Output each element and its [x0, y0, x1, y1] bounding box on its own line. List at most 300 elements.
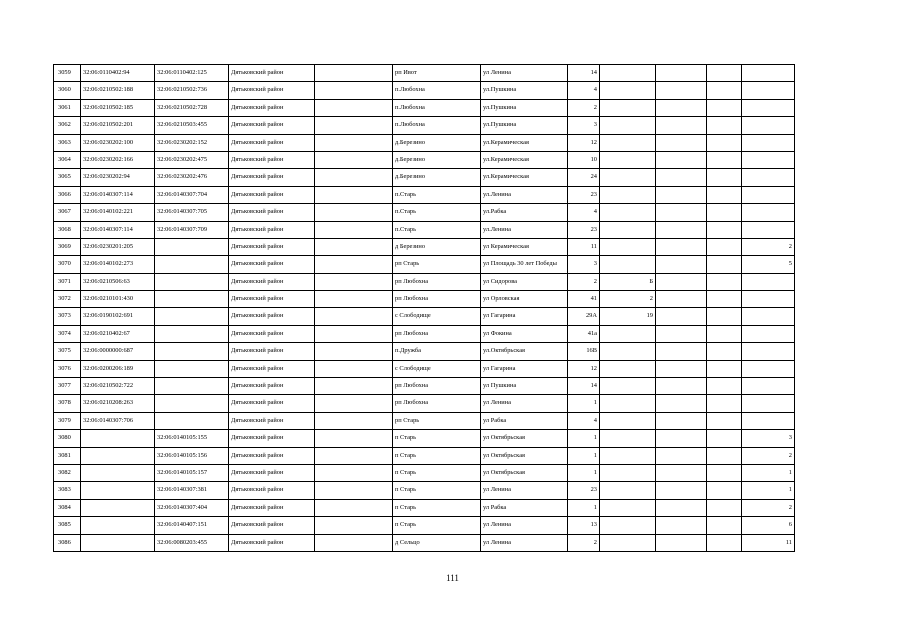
table-cell: 24: [568, 169, 600, 186]
table-cell: [707, 256, 742, 273]
table-cell: д Сельцо: [393, 534, 481, 551]
table-cell: Дятьковский район: [229, 204, 315, 221]
table-cell: [315, 256, 393, 273]
table-cell: [155, 291, 229, 308]
table-cell: [742, 186, 795, 203]
table-cell: Дятьковский район: [229, 82, 315, 99]
table-cell: [656, 464, 707, 481]
table-cell: [155, 343, 229, 360]
table-cell: 4: [568, 412, 600, 429]
table-cell: 32:06:0140307:706: [81, 412, 155, 429]
table-cell: 5: [742, 256, 795, 273]
table-cell: 4: [568, 204, 600, 221]
table-row: [54, 99, 795, 116]
table-cell: 3069: [54, 238, 81, 255]
table-cell: [707, 273, 742, 290]
table-cell: [600, 186, 656, 203]
table-cell: [155, 308, 229, 325]
table-cell: д.Березино: [393, 169, 481, 186]
table-cell: д.Березино: [393, 151, 481, 168]
table-cell: ул.Пушкина: [481, 117, 568, 134]
table-cell: 16В: [568, 343, 600, 360]
table-cell: 10: [568, 151, 600, 168]
table-cell: ул Октябрьская: [481, 430, 568, 447]
table-row: [54, 82, 795, 99]
table-cell: Дятьковский район: [229, 117, 315, 134]
table-cell: 3060: [54, 82, 81, 99]
table-cell: 23: [568, 221, 600, 238]
table-cell: [155, 378, 229, 395]
table-cell: ул.Рабка: [481, 204, 568, 221]
table-cell: ул Пушкина: [481, 378, 568, 395]
table-cell: рп Старь: [393, 412, 481, 429]
table-cell: [600, 464, 656, 481]
table-cell: [600, 517, 656, 534]
table-cell: п.Любохна: [393, 82, 481, 99]
table-cell: 32:06:0210502:185: [81, 99, 155, 116]
table-cell: [707, 99, 742, 116]
table-cell: [155, 273, 229, 290]
table-cell: 1: [568, 499, 600, 516]
table-cell: 32:06:0230202:152: [155, 134, 229, 151]
table-cell: [742, 151, 795, 168]
table-row: [54, 186, 795, 203]
table-row: [54, 204, 795, 221]
table-cell: [707, 343, 742, 360]
table-cell: [315, 134, 393, 151]
table-cell: [600, 204, 656, 221]
table-cell: [600, 534, 656, 551]
table-cell: Дятьковский район: [229, 65, 315, 82]
table-row: [54, 517, 795, 534]
table-cell: рп Старь: [393, 256, 481, 273]
table-cell: [81, 499, 155, 516]
table-cell: 2: [568, 273, 600, 290]
table-cell: [600, 412, 656, 429]
table-cell: 32:06:0140307:381: [155, 482, 229, 499]
table-cell: 2: [742, 447, 795, 464]
table-cell: [707, 291, 742, 308]
table-cell: 32:06:0210506:63: [81, 273, 155, 290]
table-cell: 41а: [568, 325, 600, 342]
table-cell: 32:06:0140105:156: [155, 447, 229, 464]
table-cell: 32:06:0140105:157: [155, 464, 229, 481]
table-cell: [315, 204, 393, 221]
table-row: [54, 447, 795, 464]
table-cell: 3083: [54, 482, 81, 499]
table-cell: [656, 134, 707, 151]
table-cell: 13: [568, 517, 600, 534]
table-cell: [600, 360, 656, 377]
table-cell: 32:06:0210208:263: [81, 395, 155, 412]
table-cell: [742, 169, 795, 186]
table-cell: 23: [568, 186, 600, 203]
table-cell: 12: [568, 360, 600, 377]
table-cell: 41: [568, 291, 600, 308]
table-cell: [600, 430, 656, 447]
table-cell: ул Керамическая: [481, 238, 568, 255]
registry-table: [53, 64, 795, 552]
table-cell: [315, 412, 393, 429]
table-cell: Дятьковский район: [229, 395, 315, 412]
table-cell: [742, 221, 795, 238]
table-cell: 32:06:0230202:166: [81, 151, 155, 168]
table-cell: [656, 430, 707, 447]
table-cell: [315, 151, 393, 168]
table-cell: [315, 360, 393, 377]
table-cell: [656, 186, 707, 203]
table-cell: Дятьковский район: [229, 169, 315, 186]
table-cell: 32:06:0210502:736: [155, 82, 229, 99]
table-cell: [707, 117, 742, 134]
table-cell: Дятьковский район: [229, 447, 315, 464]
table-cell: Дятьковский район: [229, 291, 315, 308]
table-cell: п.Старь: [393, 186, 481, 203]
table-cell: 32:06:0210402:67: [81, 325, 155, 342]
table-cell: [707, 65, 742, 82]
table-cell: 3075: [54, 343, 81, 360]
table-cell: ул.Октябрьская: [481, 343, 568, 360]
table-cell: [707, 360, 742, 377]
table-cell: [600, 65, 656, 82]
table-cell: [742, 308, 795, 325]
table-row: [54, 238, 795, 255]
table-cell: ул Рабка: [481, 499, 568, 516]
table-cell: ул Орловская: [481, 291, 568, 308]
table-cell: [155, 256, 229, 273]
table-cell: 3063: [54, 134, 81, 151]
table-cell: 32:06:0140102:273: [81, 256, 155, 273]
table-cell: [656, 82, 707, 99]
table-cell: п Старь: [393, 447, 481, 464]
table-cell: [600, 99, 656, 116]
table-cell: 32:06:0210502:728: [155, 99, 229, 116]
table-cell: 3061: [54, 99, 81, 116]
table-cell: 32:06:0210503:455: [155, 117, 229, 134]
table-cell: Дятьковский район: [229, 360, 315, 377]
table-cell: 3082: [54, 464, 81, 481]
table-cell: ул.Пушкина: [481, 82, 568, 99]
table-cell: Дятьковский район: [229, 430, 315, 447]
table-cell: [315, 378, 393, 395]
table-cell: 32:06:0140407:151: [155, 517, 229, 534]
table-cell: 1: [568, 447, 600, 464]
table-cell: [742, 134, 795, 151]
table-cell: [656, 151, 707, 168]
table-cell: [656, 499, 707, 516]
table-cell: [707, 221, 742, 238]
table-cell: Дятьковский район: [229, 238, 315, 255]
table-cell: [600, 343, 656, 360]
table-cell: 3070: [54, 256, 81, 273]
table-cell: ул.Керамическая: [481, 134, 568, 151]
table-cell: [707, 517, 742, 534]
table-cell: п.Любохна: [393, 99, 481, 116]
table-cell: [707, 325, 742, 342]
table-cell: Дятьковский район: [229, 186, 315, 203]
table-cell: [315, 482, 393, 499]
table-cell: ул Фокина: [481, 325, 568, 342]
table-cell: 32:06:0230202:476: [155, 169, 229, 186]
table-cell: 3059: [54, 65, 81, 82]
table-cell: 12: [568, 134, 600, 151]
table-cell: 6: [742, 517, 795, 534]
table-cell: [707, 482, 742, 499]
table-cell: [155, 325, 229, 342]
table-cell: п Старь: [393, 499, 481, 516]
table-cell: 19: [600, 308, 656, 325]
table-cell: [600, 151, 656, 168]
table-cell: рп Любохна: [393, 378, 481, 395]
table-cell: Дятьковский район: [229, 482, 315, 499]
table-cell: [656, 482, 707, 499]
table-cell: 4: [568, 82, 600, 99]
table-cell: [315, 308, 393, 325]
table-body: [54, 65, 795, 552]
table-row: [54, 499, 795, 516]
table-cell: [742, 360, 795, 377]
table-cell: [81, 534, 155, 551]
table-cell: 32:06:0230201:205: [81, 238, 155, 255]
table-cell: [315, 238, 393, 255]
table-cell: [600, 82, 656, 99]
table-cell: [81, 447, 155, 464]
table-cell: 1: [742, 464, 795, 481]
table-cell: Дятьковский район: [229, 256, 315, 273]
table-cell: Дятьковский район: [229, 308, 315, 325]
table-cell: [81, 482, 155, 499]
table-cell: 32:06:0140102:221: [81, 204, 155, 221]
table-cell: [707, 430, 742, 447]
table-cell: [315, 221, 393, 238]
table-cell: ул.Керамическая: [481, 151, 568, 168]
table-cell: 3071: [54, 273, 81, 290]
table-cell: д.Березино: [393, 134, 481, 151]
table-row: [54, 134, 795, 151]
table-cell: [315, 534, 393, 551]
table-cell: ул.Ленина: [481, 221, 568, 238]
table-cell: 23: [568, 482, 600, 499]
table-cell: [315, 464, 393, 481]
table-cell: ул Ленина: [481, 395, 568, 412]
table-cell: [742, 325, 795, 342]
table-cell: ул Гагарина: [481, 308, 568, 325]
table-cell: 3086: [54, 534, 81, 551]
table-cell: 11: [742, 534, 795, 551]
table-cell: [315, 117, 393, 134]
table-cell: 11: [568, 238, 600, 255]
table-cell: [742, 99, 795, 116]
table-cell: п Старь: [393, 517, 481, 534]
table-cell: рп Любохна: [393, 273, 481, 290]
table-row: [54, 378, 795, 395]
table-cell: [707, 204, 742, 221]
table-cell: [656, 447, 707, 464]
table-cell: рп Ивот: [393, 65, 481, 82]
table-cell: [742, 412, 795, 429]
table-cell: [315, 343, 393, 360]
table-cell: [707, 395, 742, 412]
table-cell: 1: [742, 482, 795, 499]
table-cell: [656, 65, 707, 82]
table-cell: [656, 256, 707, 273]
table-cell: ул Ленина: [481, 65, 568, 82]
table-row: [54, 343, 795, 360]
table-cell: п.Любохна: [393, 117, 481, 134]
table-cell: [707, 464, 742, 481]
table-cell: [600, 395, 656, 412]
table-cell: [600, 238, 656, 255]
table-cell: ул.Пушкина: [481, 99, 568, 116]
table-cell: [600, 325, 656, 342]
table-cell: рп Любохна: [393, 291, 481, 308]
table-cell: 1: [568, 430, 600, 447]
table-cell: 32:06:0190102:691: [81, 308, 155, 325]
table-cell: [315, 499, 393, 516]
table-cell: д Березино: [393, 238, 481, 255]
table-cell: 3078: [54, 395, 81, 412]
table-cell: 32:06:0210502:201: [81, 117, 155, 134]
table-cell: [315, 82, 393, 99]
table-cell: [155, 395, 229, 412]
table-row: [54, 273, 795, 290]
table-cell: с Слободище: [393, 360, 481, 377]
table-cell: 1: [568, 395, 600, 412]
table-cell: [81, 464, 155, 481]
table-cell: п Старь: [393, 464, 481, 481]
table-cell: ул.Керамическая: [481, 169, 568, 186]
table-cell: [155, 360, 229, 377]
table-cell: 2: [742, 499, 795, 516]
table-row: [54, 430, 795, 447]
table-cell: [600, 447, 656, 464]
table-cell: рп Любохна: [393, 395, 481, 412]
table-cell: [656, 325, 707, 342]
table-cell: [656, 395, 707, 412]
table-cell: [315, 325, 393, 342]
table-cell: 29А: [568, 308, 600, 325]
table-row: [54, 117, 795, 134]
table-cell: 32:06:0230202:94: [81, 169, 155, 186]
table-row: [54, 482, 795, 499]
table-cell: 3062: [54, 117, 81, 134]
table-row: [54, 534, 795, 551]
table-cell: ул Ленина: [481, 534, 568, 551]
table-cell: [707, 186, 742, 203]
table-cell: [742, 395, 795, 412]
table-cell: [656, 308, 707, 325]
table-cell: 3077: [54, 378, 81, 395]
table-cell: Дятьковский район: [229, 534, 315, 551]
table-cell: 32:06:0210502:188: [81, 82, 155, 99]
table-cell: 3067: [54, 204, 81, 221]
table-cell: [600, 499, 656, 516]
table-cell: [656, 273, 707, 290]
table-cell: [707, 499, 742, 516]
page-number: 111: [446, 573, 459, 583]
table-cell: 32:06:0230202:475: [155, 151, 229, 168]
table-cell: Дятьковский район: [229, 378, 315, 395]
table-cell: ул Октябрьская: [481, 447, 568, 464]
table-cell: 32:06:0200206:189: [81, 360, 155, 377]
table-cell: 3065: [54, 169, 81, 186]
table-cell: Дятьковский район: [229, 517, 315, 534]
table-cell: [315, 291, 393, 308]
table-cell: [656, 343, 707, 360]
table-cell: [742, 273, 795, 290]
table-cell: [707, 151, 742, 168]
table-cell: 3064: [54, 151, 81, 168]
table-cell: рп Любохна: [393, 325, 481, 342]
table-row: [54, 291, 795, 308]
table-cell: [315, 517, 393, 534]
table-cell: Дятьковский район: [229, 99, 315, 116]
table-cell: 3079: [54, 412, 81, 429]
table-cell: [656, 291, 707, 308]
table-cell: Б: [600, 273, 656, 290]
table-cell: 32:06:0140307:114: [81, 221, 155, 238]
table-cell: [656, 360, 707, 377]
table-cell: [155, 412, 229, 429]
table-cell: 2: [568, 99, 600, 116]
table-cell: Дятьковский район: [229, 412, 315, 429]
table-cell: [707, 169, 742, 186]
table-row: [54, 360, 795, 377]
table-cell: ул.Ленина: [481, 186, 568, 203]
table-cell: [656, 117, 707, 134]
table-cell: 32:06:0210502:722: [81, 378, 155, 395]
table-cell: 32:06:0080203:455: [155, 534, 229, 551]
table-cell: ул Рабка: [481, 412, 568, 429]
table-cell: [707, 238, 742, 255]
table-cell: ул Октябрьская: [481, 464, 568, 481]
table-cell: п Старь: [393, 430, 481, 447]
table-cell: [742, 117, 795, 134]
table-cell: [742, 65, 795, 82]
table-cell: с Слободище: [393, 308, 481, 325]
table-cell: [315, 447, 393, 464]
table-cell: [707, 378, 742, 395]
table-cell: Дятьковский район: [229, 151, 315, 168]
table-row: [54, 221, 795, 238]
table-cell: 3073: [54, 308, 81, 325]
table-row: [54, 308, 795, 325]
table-cell: [315, 186, 393, 203]
table-cell: [600, 256, 656, 273]
table-row: [54, 464, 795, 481]
table-cell: Дятьковский район: [229, 134, 315, 151]
table-cell: [656, 99, 707, 116]
table-cell: [81, 430, 155, 447]
table-cell: Дятьковский район: [229, 273, 315, 290]
table-cell: 2: [742, 238, 795, 255]
table-cell: [600, 134, 656, 151]
table-cell: п Старь: [393, 482, 481, 499]
table-cell: [600, 482, 656, 499]
table-cell: [656, 238, 707, 255]
table-cell: п.Дружба: [393, 343, 481, 360]
table-cell: 3: [568, 117, 600, 134]
table-cell: 2: [600, 291, 656, 308]
table-cell: 1: [568, 464, 600, 481]
table-cell: [656, 169, 707, 186]
table-cell: [600, 117, 656, 134]
table-cell: 3072: [54, 291, 81, 308]
table-cell: 2: [568, 534, 600, 551]
table-cell: [707, 447, 742, 464]
table-cell: п.Старь: [393, 221, 481, 238]
table-cell: ул Площадь 30 лет Победы: [481, 256, 568, 273]
